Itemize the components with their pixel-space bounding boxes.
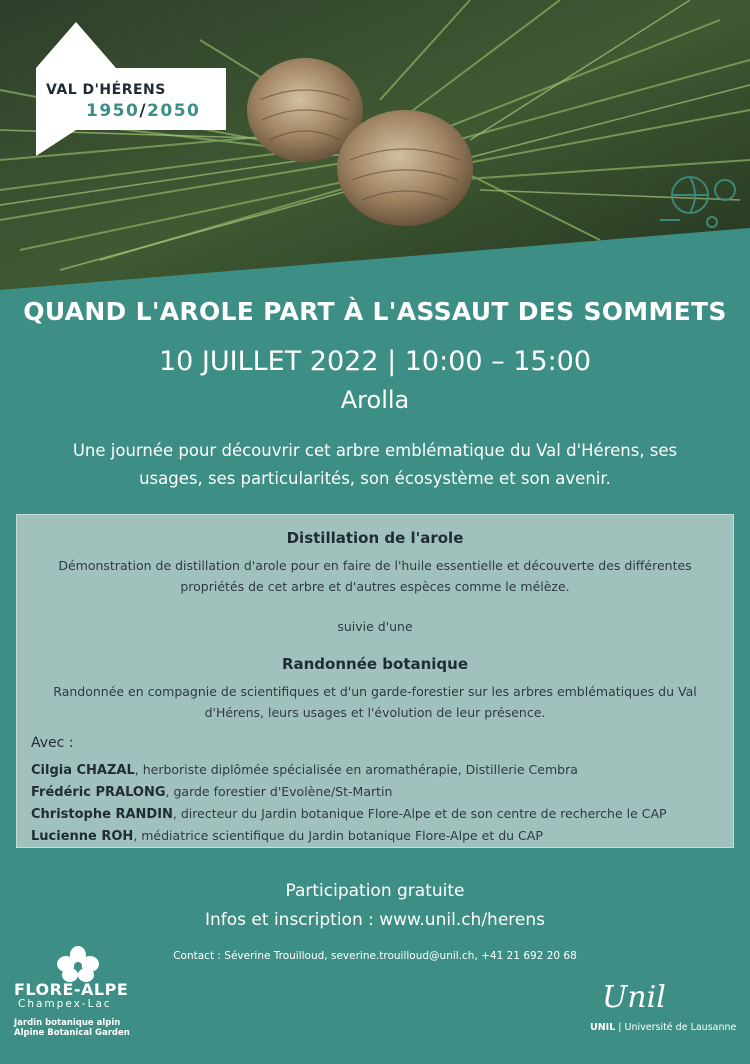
person-name: Frédéric PRALONG xyxy=(31,785,166,800)
participation-text: Participation gratuite xyxy=(285,881,465,901)
unil-caption xyxy=(590,1022,736,1033)
person-role: , herboriste diplômée spécialisée en aromathérapie, Distillerie Cembra xyxy=(134,762,578,777)
part2-title: Randonnée botanique xyxy=(281,655,469,673)
flore-line2: Alpine Botanical Garden xyxy=(14,1028,130,1038)
infos-link-text[interactable]: Infos et inscription : www.unil.ch/herens xyxy=(204,910,545,930)
flore-place: Champex-Lac xyxy=(18,998,112,1010)
person-item xyxy=(31,781,731,803)
event-place: Arolla xyxy=(340,386,410,414)
connector-text: suivie d'une xyxy=(337,619,413,634)
program-box xyxy=(16,514,734,848)
contact-text: Contact : Séverine Trouilloud, severine.trouilloud@unil.ch, +41 21 692 20 68 xyxy=(173,950,577,962)
flore-name: FLORE-ALPE xyxy=(14,980,129,999)
person-role: , garde forestier d'Evolène/St-Martin xyxy=(165,784,393,799)
people-list xyxy=(31,759,731,847)
unil-caption-rest: | Université de Lausanne xyxy=(615,1022,737,1033)
flore-alpe-logo xyxy=(14,946,144,1046)
flore-line1: Jardin botanique alpin xyxy=(14,1018,121,1028)
person-name: Cilgia CHAZAL xyxy=(31,763,135,778)
part1-title: Distillation de l'arole xyxy=(286,529,464,547)
unil-caption-bold: UNIL xyxy=(590,1022,616,1033)
event-intro: Une journée pour découvrir cet arbre emblématique du Val d'Hérens, ses usages, ses particularités, son écosystème et son avenir. xyxy=(72,441,678,488)
person-role: , médiatrice scientifique du Jardin botanique Flore-Alpe et du CAP xyxy=(133,828,543,843)
person-item xyxy=(31,825,731,847)
logo-year-start: 1950 xyxy=(86,101,140,121)
logo-years xyxy=(86,101,200,121)
flower-icon xyxy=(48,946,108,982)
part1-text: Démonstration de distillation d'arole pour en faire de l'huile essentielle et découverte des différentes propriétés de cet arbre et d'autres espèces comme le mélèze. xyxy=(58,558,692,594)
person-name: Lucienne ROH xyxy=(31,829,134,844)
event-datetime: 10 JUILLET 2022 | 10:00 – 15:00 xyxy=(158,346,592,377)
part2-text: Randonnée en compagnie de scientifiques et d'un garde-forestier sur les arbres emblématiques du Val d'Hérens, leurs usages et l'évolution de leur présence. xyxy=(53,684,697,720)
logo-year-end: 2050 xyxy=(147,101,201,121)
unil-logo xyxy=(590,980,740,1050)
avec-label: Avec : xyxy=(31,735,74,751)
logo-tail xyxy=(36,130,76,156)
logo-peak xyxy=(36,22,116,68)
person-item xyxy=(31,803,731,825)
person-role: , directeur du Jardin botanique Flore-Alpe et de son centre de recherche le CAP xyxy=(172,806,667,821)
person-item xyxy=(31,759,731,781)
person-name: Christophe RANDIN xyxy=(31,807,173,822)
logo-slash: / xyxy=(139,101,148,121)
event-title: QUAND L'AROLE PART À L'ASSAUT DES SOMMETS xyxy=(23,297,727,326)
logo-title: VAL D'HÉRENS xyxy=(46,82,166,98)
unil-script: Unil xyxy=(602,980,666,1015)
